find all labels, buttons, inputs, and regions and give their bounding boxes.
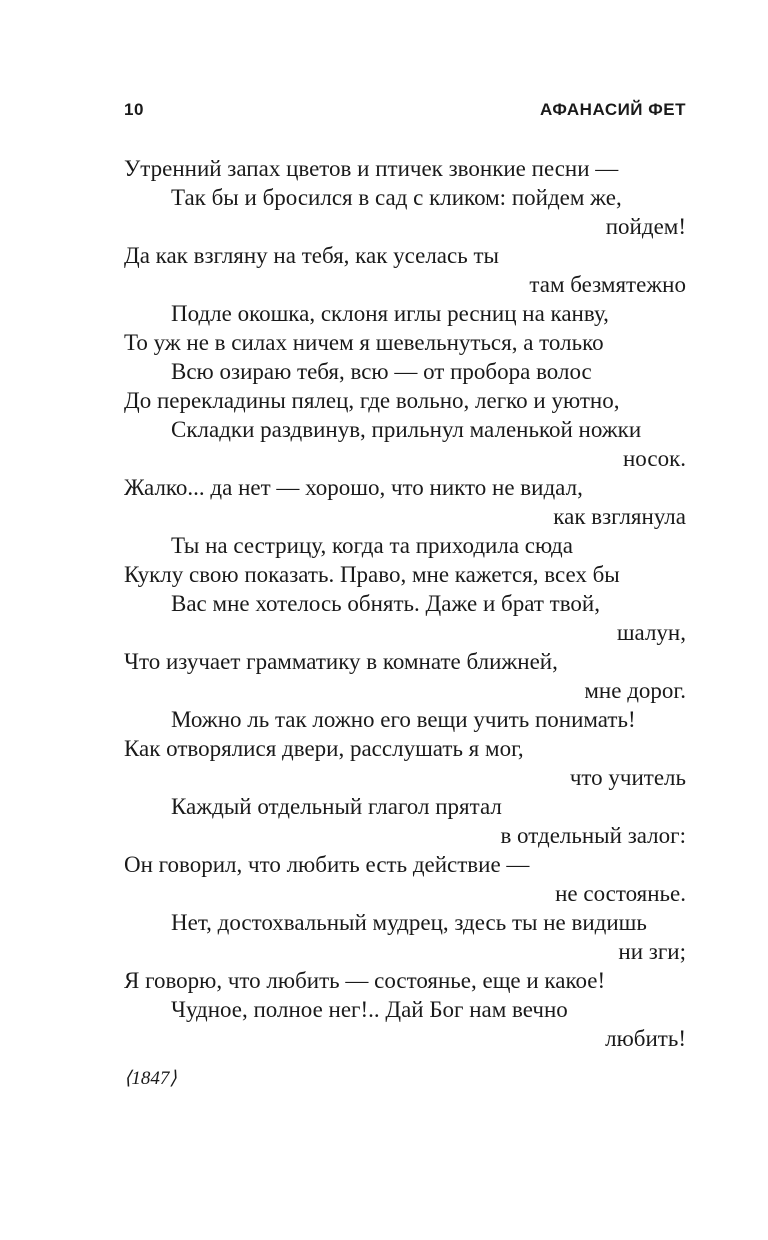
poem-line: Нет, достохвальный мудрец, здесь ты не видишь bbox=[171, 910, 647, 935]
poem-line-continuation: шалун, bbox=[616, 620, 686, 645]
page-number: 10 bbox=[124, 100, 144, 119]
poem-line: Подле окошка, склоня иглы ресниц на канву, bbox=[171, 301, 609, 326]
poem-line-continuation: ни зги; bbox=[618, 939, 686, 964]
poem-line: Ты на сестрицу, когда та приходила сюда bbox=[171, 533, 573, 558]
poem-line-continuation: носок. bbox=[622, 446, 686, 471]
poem-line-continuation: не состоянье. bbox=[555, 881, 686, 906]
poem-line: Складки раздвинув, прильнул маленькой ножки bbox=[171, 417, 642, 442]
poem-line-continuation: мне дорог. bbox=[584, 678, 686, 703]
poem-line: Чудное, полное нег!.. Дай Бог нам вечно bbox=[171, 997, 568, 1022]
poem-line: Утренний запах цветов и птичек звонкие песни — bbox=[124, 156, 619, 181]
poem-line-continuation: пойдем! bbox=[605, 214, 686, 239]
poem-line-continuation: как взглянула bbox=[553, 504, 686, 529]
poem-line: То уж не в силах ничем я шевельнуться, а только bbox=[124, 330, 604, 355]
poem-line-continuation: там безмятежно bbox=[529, 272, 686, 297]
poem-line: Жалко... да нет — хорошо, что никто не видал, bbox=[124, 475, 583, 500]
poem-line: Как отворялися двери, расслушать я мог, bbox=[124, 736, 524, 761]
poem-line: До перекладины пялец, где вольно, легко и уютно, bbox=[124, 388, 620, 413]
poem-line-continuation: что учитель bbox=[569, 765, 686, 790]
poem-line: Всю озираю тебя, всю — от пробора волос bbox=[171, 359, 592, 384]
poem-line: Так бы и бросился в сад с кликом: пойдем же, bbox=[171, 185, 622, 210]
poem-line: Можно ль так ложно его вещи учить понимать! bbox=[171, 707, 636, 732]
poem-line: Да как взгляну на тебя, как уселась ты bbox=[124, 243, 499, 268]
page-header bbox=[124, 100, 686, 126]
poem bbox=[124, 154, 686, 1053]
running-title: АФАНАСИЙ ФЕТ bbox=[539, 100, 686, 119]
poem-date: ⟨1847⟩ bbox=[124, 1068, 177, 1089]
poem-line: Каждый отдельный глагол прятал bbox=[171, 794, 502, 819]
poem-line-continuation: любить! bbox=[605, 1026, 686, 1051]
poem-line: Он говорил, что любить есть действие — bbox=[124, 852, 530, 877]
poem-line: Я говорю, что любить — состоянье, еще и какое! bbox=[124, 968, 606, 993]
poem-line: Куклу свою показать. Право, мне кажется, всех бы bbox=[124, 562, 620, 587]
poem-line: Что изучает грамматику в комнате ближней, bbox=[124, 649, 558, 674]
poem-line-continuation: в отдельный залог: bbox=[500, 823, 686, 848]
poem-line: Вас мне хотелось обнять. Даже и брат твой, bbox=[171, 591, 600, 616]
